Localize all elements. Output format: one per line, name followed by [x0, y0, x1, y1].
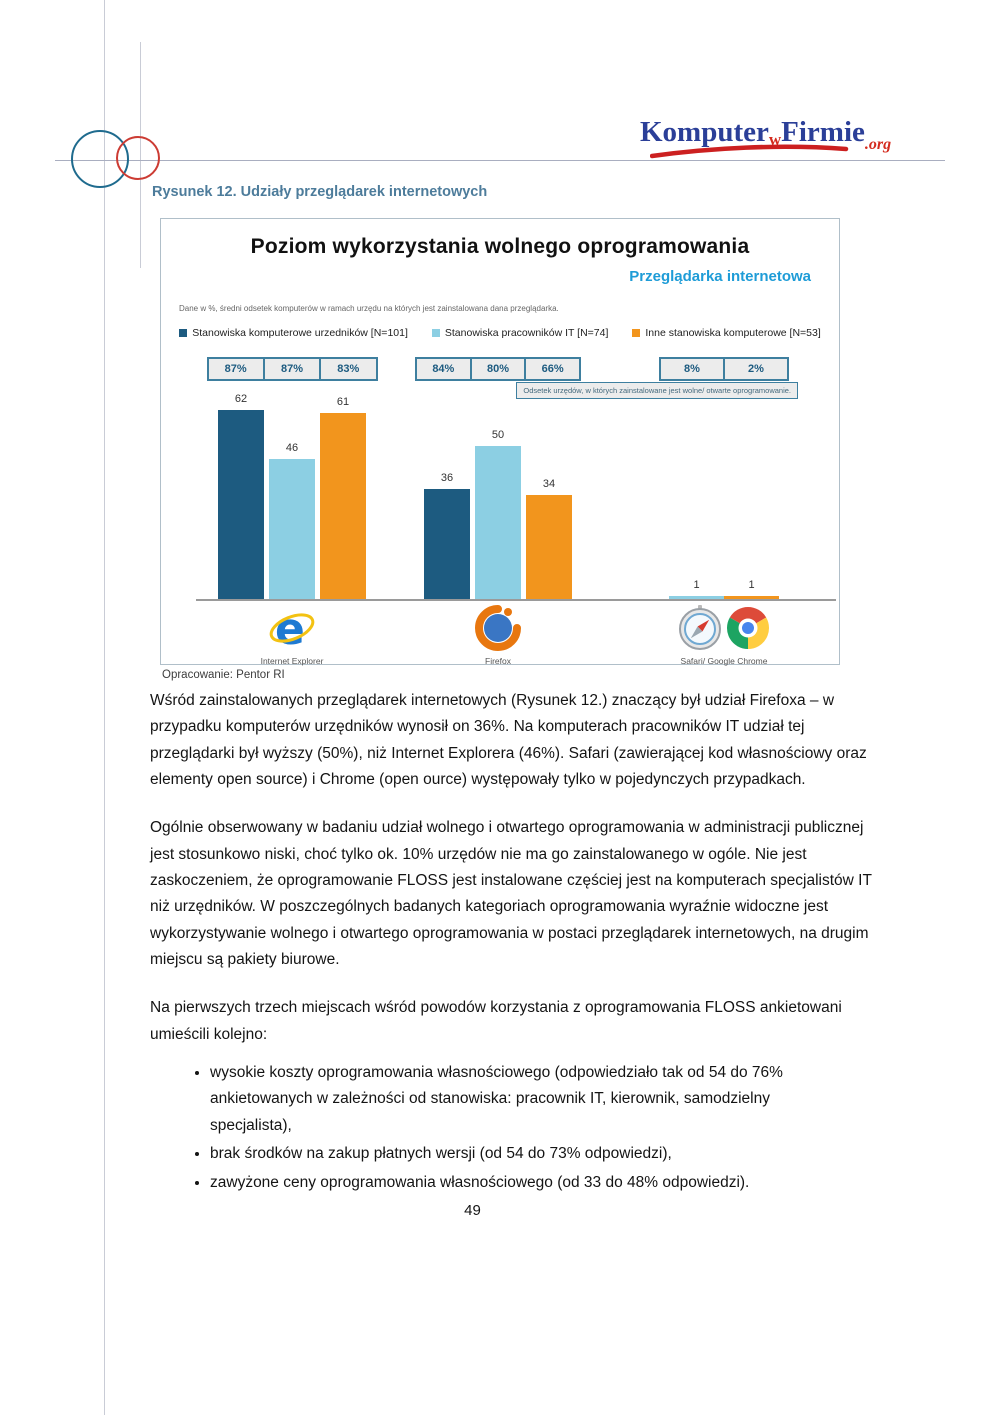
bar-value-label: 1 [693, 579, 700, 591]
chart-annotation: Odsetek urzędów, w których zainstalowane jest wolne/ otwarte oprogramowanie. [516, 382, 798, 399]
firefox-icon [475, 605, 521, 656]
logo-text: Komputer [640, 116, 769, 148]
installed-pct-cell: 87% [224, 363, 247, 375]
bar-value-label: 62 [234, 393, 248, 405]
category-icons [664, 605, 784, 656]
legend-label: Stanowiska komputerowe urzedników [N=101] [192, 327, 408, 339]
legend-item [432, 327, 609, 339]
paragraph: Ogólnie obserwowany w badaniu udział wolnego i otwartego oprogramowania w administracji publicznej jest stosunkowo niski, choć tylko ok. 10% urzędów nie ma go zainstalowanego w ogóle. Nie jest zaskoczeniem, że oprogramowanie FLOSS jest instalowane częściej jest na komputerach specjalistów IT niż urzędników. W poszczególnych badanych kategoriach oprogramowania wyraźnie widoczne jest wykorzystywanie wolnego i otwartego oprogramowania w postaci przeglądarek internetowych, na drugim miejscu są pakiety biurowe. [150, 819, 872, 969]
bar-value-label: 34 [542, 478, 556, 490]
bar [724, 596, 779, 599]
category-label: Internet Explorer [260, 656, 324, 666]
page-number: 49 [464, 1201, 481, 1219]
chart-legend [161, 327, 839, 339]
logo-swoosh [650, 143, 850, 159]
bar [320, 413, 366, 599]
legend-swatch-icon [432, 329, 440, 337]
bar-value-label: 36 [440, 472, 454, 484]
body-text [150, 688, 877, 1223]
installed-pct-cell: 66% [524, 359, 579, 379]
installed-pct-cell: 8% [684, 363, 700, 375]
legend-item [179, 327, 408, 339]
decorative-circle-red [116, 136, 160, 180]
logo-text: .org [864, 136, 892, 153]
category-icons [438, 605, 558, 656]
paragraph: Wśród zainstalowanych przeglądarek internetowych (Rysunek 12.) znaczący był udział Firefoxa – w przypadku komputerów urzędników wynosił on 36%. Na komputerach pracowników IT udział tej przeglądarki był wyższy (50%), niż Internet Explorera (46%). Safari (zawierającej kod własnościowy oraz elementy open source) i Chrome (open ource) występowały tylko w pojedynczych przypadkach. [150, 692, 867, 789]
bar-value-label: 1 [748, 579, 755, 591]
installed-pct-cell: 83% [319, 359, 375, 379]
bar [475, 446, 521, 599]
installed-pct-cell: 2% [723, 359, 787, 379]
category-label: Firefox [485, 656, 511, 666]
margin-rule-vertical [104, 0, 105, 1415]
bar [526, 495, 572, 599]
chrome-icon [725, 605, 771, 656]
installed-pct-box [659, 357, 789, 381]
logo-text: Firmie [781, 116, 865, 148]
chart-source: Opracowanie: Pentor RI [162, 669, 285, 681]
bullet-item: • wysokie koszty oprogramowania własnościowego (odpowiedziało tak od 54 do 76% ankietowanych w zależności od stanowiska: pracownik IT, kierownik, samodzielny specjalista), [210, 1060, 855, 1139]
installed-pct-box [415, 357, 581, 381]
category-icons [232, 605, 352, 658]
chart-data-note: Dane w %, średni odsetek komputerów w ramach urzędu na których jest zainstalowana dana przeglądarka. [179, 304, 559, 313]
category-label: Safari/ Google Chrome [680, 656, 768, 666]
logo-text: w [768, 130, 782, 149]
x-axis-line [196, 599, 836, 601]
chart-title: Poziom wykorzystania wolnego oprogramowania [250, 235, 750, 258]
installed-pct-cell: 84% [432, 363, 455, 375]
chart-subtitle: Przeglądarka internetowa [629, 268, 811, 285]
header-rule [55, 160, 945, 161]
bullet-item: • zawyżone ceny oprogramowania własnościowego (od 33 do 48% odpowiedzi). [210, 1170, 855, 1196]
installed-pct-cell: 80% [470, 359, 525, 379]
figure-caption: Rysunek 12. Udziały przeglądarek internetowych [152, 184, 488, 200]
bar [424, 489, 470, 599]
legend-label: Stanowiska pracowników IT [N=74] [444, 327, 609, 339]
legend-swatch-icon [632, 329, 640, 337]
internet-explorer-icon [268, 605, 316, 658]
svg-text:e: e [275, 605, 305, 653]
bar-value-label: 50 [491, 429, 505, 441]
paragraph: Na pierwszych trzech miejscach wśród powodów korzystania z oprogramowania FLOSS ankietowani umieścili kolejno: [150, 999, 842, 1043]
bar [669, 596, 724, 599]
installed-pct-box [207, 357, 378, 381]
bar-value-label: 46 [285, 442, 299, 454]
chart-figure [160, 218, 840, 665]
legend-item [632, 327, 820, 339]
bar [218, 410, 264, 599]
legend-label: Inne stanowiska komputerowe [N=53] [645, 327, 821, 339]
bullet-item: • brak środków na zakup płatnych wersji (od 54 do 73% odpowiedzi), [210, 1141, 855, 1167]
safari-icon [677, 605, 723, 656]
bar [269, 459, 315, 599]
installed-pct-cell: 87% [263, 359, 319, 379]
bullet-list [150, 1060, 877, 1196]
bar-value-label: 61 [336, 396, 350, 408]
legend-swatch-icon [179, 329, 187, 337]
